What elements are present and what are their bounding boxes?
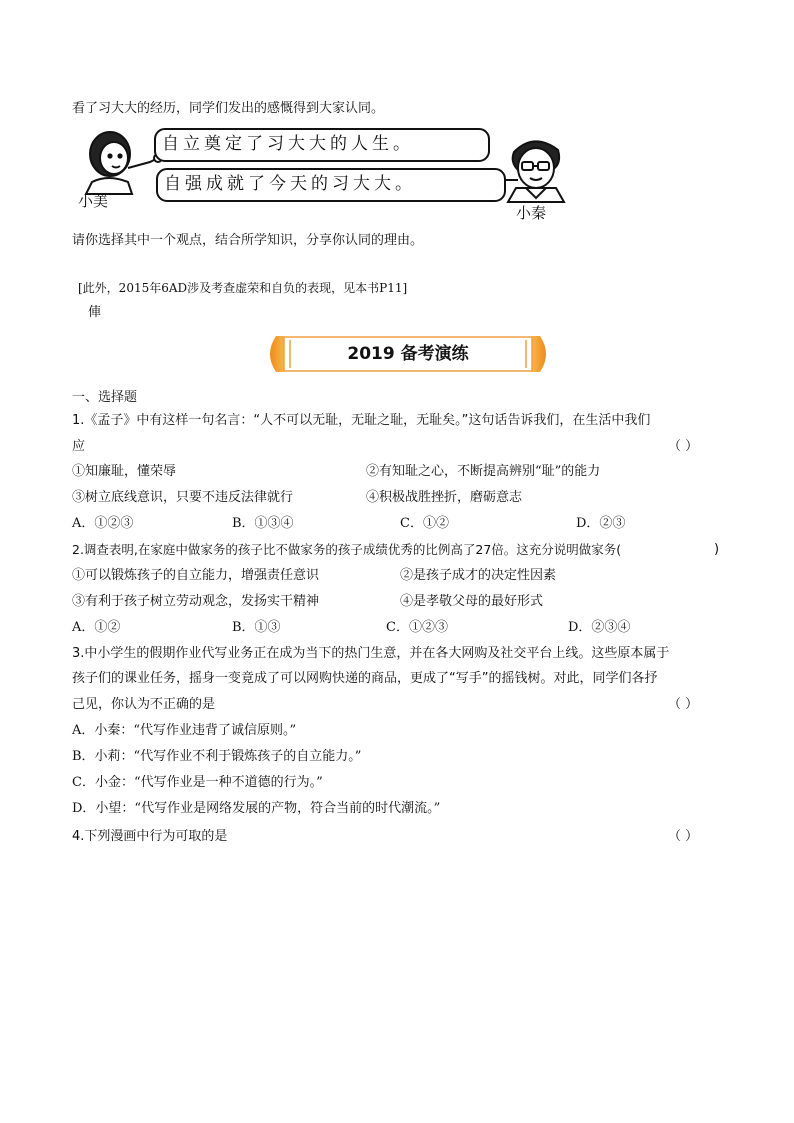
- q3-option-b: B．小莉：“代写作业不利于锻炼孩子的自立能力。”: [72, 749, 362, 764]
- speech-bubble-1: 自立奠定了习大大的人生。: [154, 128, 490, 162]
- note-text: [此外，2015年6AD涉及考查虚荣和自负的表现，见本书P11]: [78, 281, 408, 295]
- section-heading: 一、选择题: [72, 390, 138, 405]
- comic-illustration: [72, 124, 577, 220]
- q2-answer-b: B．①③: [232, 620, 281, 635]
- q1-option-2: ②有知耻之心，不断提高辨别“耻”的能力: [366, 464, 601, 479]
- q1-option-1: ①知廉耻，懂荣辱: [72, 464, 177, 479]
- q2-option-3: ③有利于孩子树立劳动观念，发扬实干精神: [72, 594, 320, 609]
- q4-stem: 4.下列漫画中行为可取的是: [72, 829, 228, 844]
- q1-answer-b: B．①③④: [232, 516, 294, 531]
- stray-char: 俥: [88, 305, 102, 320]
- q2-option-2: ②是孩子成才的决定性因素: [400, 568, 557, 583]
- q1-stem-line1: 1.《孟子》中有这样一句名言：“人不可以无耻，无耻之耻，无耻矣。”这句话告诉我们，在生活中我们: [72, 413, 651, 428]
- q2-answer-a: A．①②: [72, 620, 121, 635]
- q3-option-a: A．小秦：“代写作业违背了诚信原则。”: [72, 723, 297, 738]
- q2-answer-c: C．①②③: [386, 620, 448, 635]
- q1-answer-blank: （ ）: [668, 439, 699, 454]
- q2-answer-d: D．②③④: [568, 620, 631, 635]
- q3-option-d: D．小望：“代写作业是网络发展的产物，符合当前的时代潮流。”: [72, 801, 441, 816]
- banner-title: 2019 备考演练: [347, 344, 469, 364]
- q1-answer-d: D．②③: [576, 516, 626, 531]
- q3-stem-line1: 3.中小学生的假期作业代写业务正在成为当下的热门生意，并在各大网购及社交平台上线。这些原本属于: [72, 646, 670, 661]
- right-character-name: 小秦: [516, 204, 547, 222]
- intro-text: 看了习大大的经历，同学们发出的感慨得到大家认同。: [72, 101, 385, 116]
- q4-answer-blank: （ ）: [668, 829, 699, 844]
- q2-answer-close: ): [714, 542, 720, 557]
- q1-option-4: ④积极战胜挫折，磨砺意志: [366, 490, 523, 505]
- q2-option-1: ①可以锻炼孩子的自立能力，增强责任意识: [72, 568, 320, 583]
- speech-bubble-2: 自强成就了今天的习大大。: [156, 168, 506, 202]
- q1-option-3: ③树立底线意识，只要不违反法律就行: [72, 490, 294, 505]
- q2-option-4: ④是孝敬父母的最好形式: [400, 594, 544, 609]
- q1-answer-a: A．①②③: [72, 516, 134, 531]
- q3-answer-blank: （ ）: [668, 697, 699, 712]
- q3-option-c: C．小金：“代写作业是一种不道德的行为。”: [72, 775, 323, 790]
- q3-stem-line2: 孩子们的课业任务，摇身一变竟成了可以网购快递的商品，更成了“写手”的摇钱树。对此，同学们各抒: [72, 671, 658, 686]
- q1-stem-line2: 应: [72, 439, 86, 454]
- q3-stem-line3: 己见，你认为不正确的是: [72, 697, 216, 712]
- q2-stem: 2.调查表明,在家庭中做家务的孩子比不做家务的孩子成绩优秀的比例高了27倍。这充分说明做家务(: [72, 542, 622, 557]
- section-banner: [262, 334, 554, 374]
- q1-answer-c: C．①②: [400, 516, 449, 531]
- left-character-name: 小美: [78, 192, 109, 210]
- prompt-text: 请你选择其中一个观点，结合所学知识，分享你认同的理由。: [72, 233, 424, 248]
